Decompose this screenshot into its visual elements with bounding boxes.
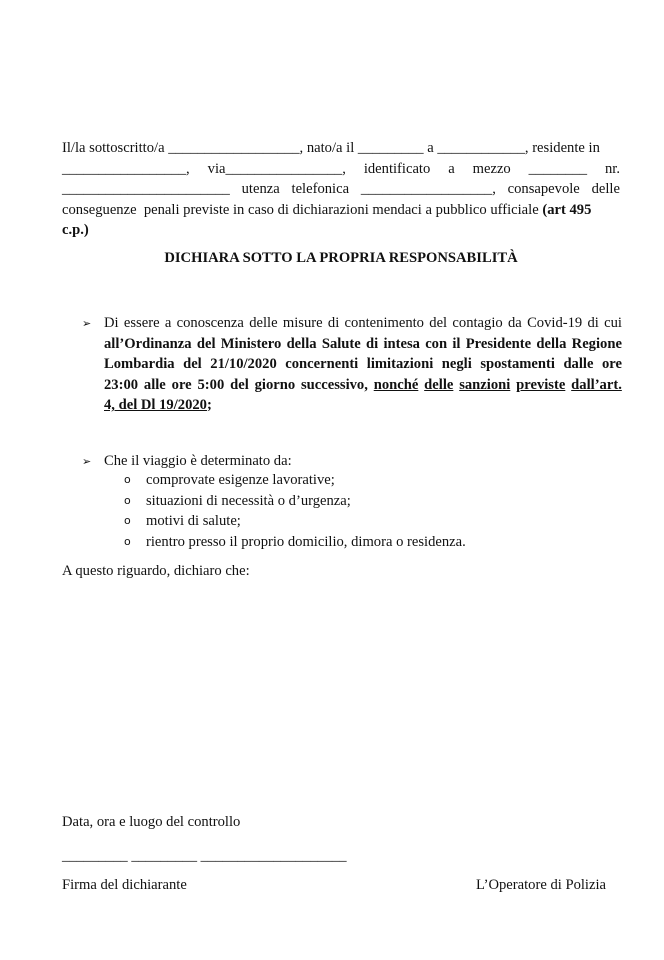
word-underlined: previste: [516, 376, 566, 393]
word: cui: [604, 315, 622, 331]
street-blank: via________________,: [207, 160, 346, 177]
intro-line-2: [62, 159, 620, 180]
word: limitazioni: [366, 356, 434, 372]
declarant-details-paragraph: [62, 138, 620, 241]
word: all’Ordinanza: [104, 335, 192, 352]
article-reference: (art 495: [542, 201, 592, 218]
bullet1-row-2: [104, 334, 622, 355]
intro-word: nr.: [604, 160, 620, 177]
bullet1-row-1: [104, 313, 622, 334]
list-item-text: motivi di salute;: [146, 513, 241, 529]
arrow-bullet-icon: ➢: [82, 455, 92, 468]
list-item-text: rientro presso il proprio domicilio, dimora o residenza.: [146, 533, 466, 550]
bullet1-row-5: [104, 395, 622, 416]
arrow-bullet-icon: ➢: [82, 317, 92, 330]
intro-word: consapevole: [507, 181, 580, 197]
intro-line-5: [62, 220, 620, 241]
word-underlined: delle: [424, 376, 454, 393]
bullet1-row-3: [104, 354, 622, 375]
word: Lombardia: [104, 356, 175, 372]
word: intesa: [383, 335, 420, 352]
word: 21/10/2020: [210, 356, 277, 372]
declaration-heading: DICHIARA SOTTO LA PROPRIA RESPONSABILITÀ: [164, 250, 518, 266]
intro-line-4: [62, 200, 620, 221]
officer-signature-label: L’Operatore di Polizia: [476, 877, 606, 893]
list-item-text: comprovate esigenze lavorative;: [146, 472, 335, 488]
id-number-blank: _______________________: [62, 181, 230, 197]
word: del: [230, 376, 249, 393]
word: ore: [601, 356, 622, 372]
decree-reference: 4, del Dl 19/2020: [104, 397, 207, 413]
word: delle: [249, 315, 278, 331]
declarant-signature-label: Firma del dichiarante: [62, 877, 187, 893]
word: giorno: [254, 376, 296, 393]
intro-word: a: [448, 160, 455, 177]
word-underlined: sanzioni: [459, 376, 511, 393]
intro-word: telefonica: [291, 181, 350, 197]
intro-line-1-text: Il/la sottoscritto/a __________________, nato/a il _________ a ____________, residente in: [62, 140, 600, 156]
list-item: [124, 491, 466, 512]
list-item: [124, 470, 466, 491]
word: il: [452, 335, 461, 352]
word: alle: [143, 376, 166, 393]
word: 5:00: [197, 376, 225, 393]
statement-intro: A questo riguardo, dichiaro che:: [62, 563, 250, 579]
id-document-blank: ________: [528, 160, 588, 177]
word: Covid-19: [527, 315, 583, 331]
date-time-place-blank: _________ _________ ____________________: [62, 848, 347, 864]
list-item: [124, 511, 466, 532]
bullet-travel-reason-text: Che il viaggio è determinato da:: [104, 453, 292, 469]
word: Presidente: [465, 335, 532, 352]
word: ore: [171, 376, 192, 393]
word: Di: [104, 315, 119, 331]
bullet-covid-measures-text: [104, 313, 622, 416]
word: da: [507, 315, 522, 331]
word: della: [286, 335, 317, 352]
word: contenimento: [344, 315, 424, 331]
list-item: [124, 532, 466, 553]
word: contagio: [452, 315, 503, 331]
semicolon: ;: [206, 397, 212, 413]
word: negli: [441, 356, 472, 372]
word: del: [196, 335, 216, 352]
word: del: [183, 356, 202, 372]
bullet1-row-4: [104, 375, 622, 396]
bullet-covid-measures: [82, 313, 622, 416]
word: 23:00: [104, 376, 139, 393]
word-underlined: dall’art.: [571, 376, 622, 393]
word: spostamenti: [480, 356, 555, 372]
circle-bullet-icon: o: [124, 514, 131, 527]
date-time-place-label: Data, ora e luogo del controllo: [62, 814, 241, 830]
word: di: [587, 315, 599, 331]
intro-word: mezzo: [472, 160, 511, 177]
word: a: [164, 315, 172, 331]
circle-bullet-icon: o: [124, 473, 131, 486]
word: concernenti: [285, 356, 359, 372]
word: di: [366, 335, 379, 352]
intro-line-1: [62, 138, 620, 159]
word: Ministero: [220, 335, 282, 352]
intro-word: identificato: [363, 160, 431, 177]
word: con: [425, 335, 448, 352]
circle-bullet-icon: o: [124, 534, 131, 548]
word: successivo,: [300, 376, 368, 393]
word: Salute: [321, 335, 361, 352]
word: misure: [282, 315, 323, 331]
word: del: [429, 315, 448, 331]
article-reference-end: c.p.): [62, 222, 89, 238]
residence-blank: _________________,: [62, 160, 190, 177]
travel-reasons-list: [124, 470, 466, 552]
intro-word: delle: [591, 181, 620, 197]
word: dalle: [563, 356, 594, 372]
word: della: [536, 335, 567, 352]
phone-blank: __________________,: [360, 181, 496, 197]
intro-word: utenza: [241, 181, 280, 197]
list-item-text: situazioni di necessità o d’urgenza;: [146, 492, 351, 509]
word: conoscenza: [176, 315, 244, 331]
word: di: [327, 315, 340, 331]
word-underlined: nonché: [373, 376, 419, 393]
intro-line-4-text: conseguenze penali previste in caso di dichiarazioni mendaci a pubblico ufficiale: [62, 201, 543, 218]
word: Regione: [571, 335, 622, 352]
circle-bullet-icon: o: [124, 493, 131, 507]
intro-line-3: [62, 179, 620, 200]
word: essere: [123, 315, 160, 331]
